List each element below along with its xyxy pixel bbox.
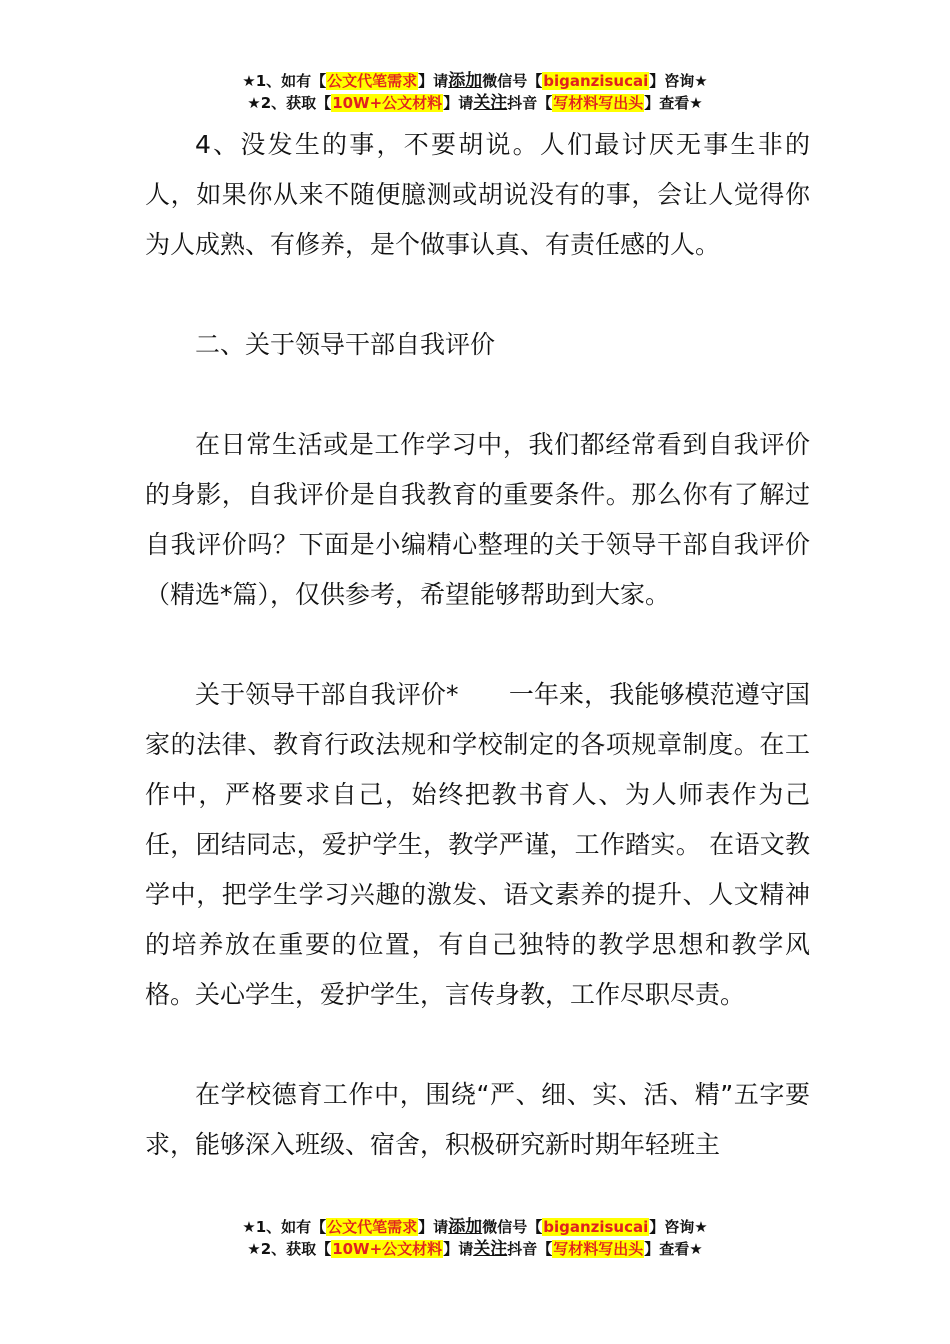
highlight-text: 公文代笔需求 — [327, 1218, 418, 1236]
wechat-id: biganzisucai — [543, 72, 649, 90]
highlight-text: 10W+公文材料 — [332, 94, 443, 112]
highlight-text: 10W+公文材料 — [332, 1240, 443, 1258]
wechat-id: biganzisucai — [543, 1218, 649, 1236]
paragraph-4: 在学校德育工作中，围绕“严、细、实、活、精”五字要求，能够深入班级、宿舍，积极研究新时期年轻班主 — [145, 1080, 810, 1159]
highlight-text: 公文代笔需求 — [327, 72, 418, 90]
banner-line-2: ★2、获取【10W+公文材料】请关注抖音【写材料写出头】查看★ — [247, 93, 703, 113]
banner-line-2: ★2、获取【10W+公文材料】请关注抖音【写材料写出头】查看★ — [247, 1239, 703, 1259]
underlined-text: 添加 — [448, 71, 483, 91]
underlined-text: 添加 — [448, 1217, 483, 1237]
douyin-account: 写材料写出头 — [553, 94, 644, 112]
banner-line-1: ★1、如有【公文代笔需求】请添加微信号【biganzisucai】咨询★ — [242, 71, 708, 91]
underlined-text: 关注 — [473, 1239, 508, 1259]
section-heading: 二、关于领导干部自我评价 — [195, 330, 496, 359]
paragraph-2: 在日常生活或是工作学习中，我们都经常看到自我评价的身影，自我评价是自我教育的重要条件。那么你有了解过自我评价吗？下面是小编精心整理的关于领导干部自我评价（精选*篇），仅供参考，希望能够帮助到大家。 — [145, 430, 810, 609]
header-banner — [0, 70, 950, 114]
footer-banner — [0, 1216, 950, 1260]
paragraph-1: 4、没发生的事，不要胡说。人们最讨厌无事生非的人，如果你从来不随便臆测或胡说没有的事，会让人觉得你为人成熟、有修养，是个做事认真、有责任感的人。 — [145, 130, 810, 259]
paragraph-3: 关于领导干部自我评价* 一年来，我能够模范遵守国家的法律、教育行政法规和学校制定的各项规章制度。在工作中，严格要求自己，始终把教书育人、为人师表作为己任，团结同志，爱护学生，教学严谨，工作踏实。 在语文教学中，把学生学习兴趣的激发、语文素养的提升、人文精神的培养放在重要的位置，有自己独特的教学思想和教学风格。关心学生，爱护学生，言传身教，工作尽职尽责。 — [145, 680, 810, 1009]
douyin-account: 写材料写出头 — [553, 1240, 644, 1258]
document-body — [145, 120, 810, 1170]
underlined-text: 关注 — [473, 93, 508, 113]
banner-line-1: ★1、如有【公文代笔需求】请添加微信号【biganzisucai】咨询★ — [242, 1217, 708, 1237]
